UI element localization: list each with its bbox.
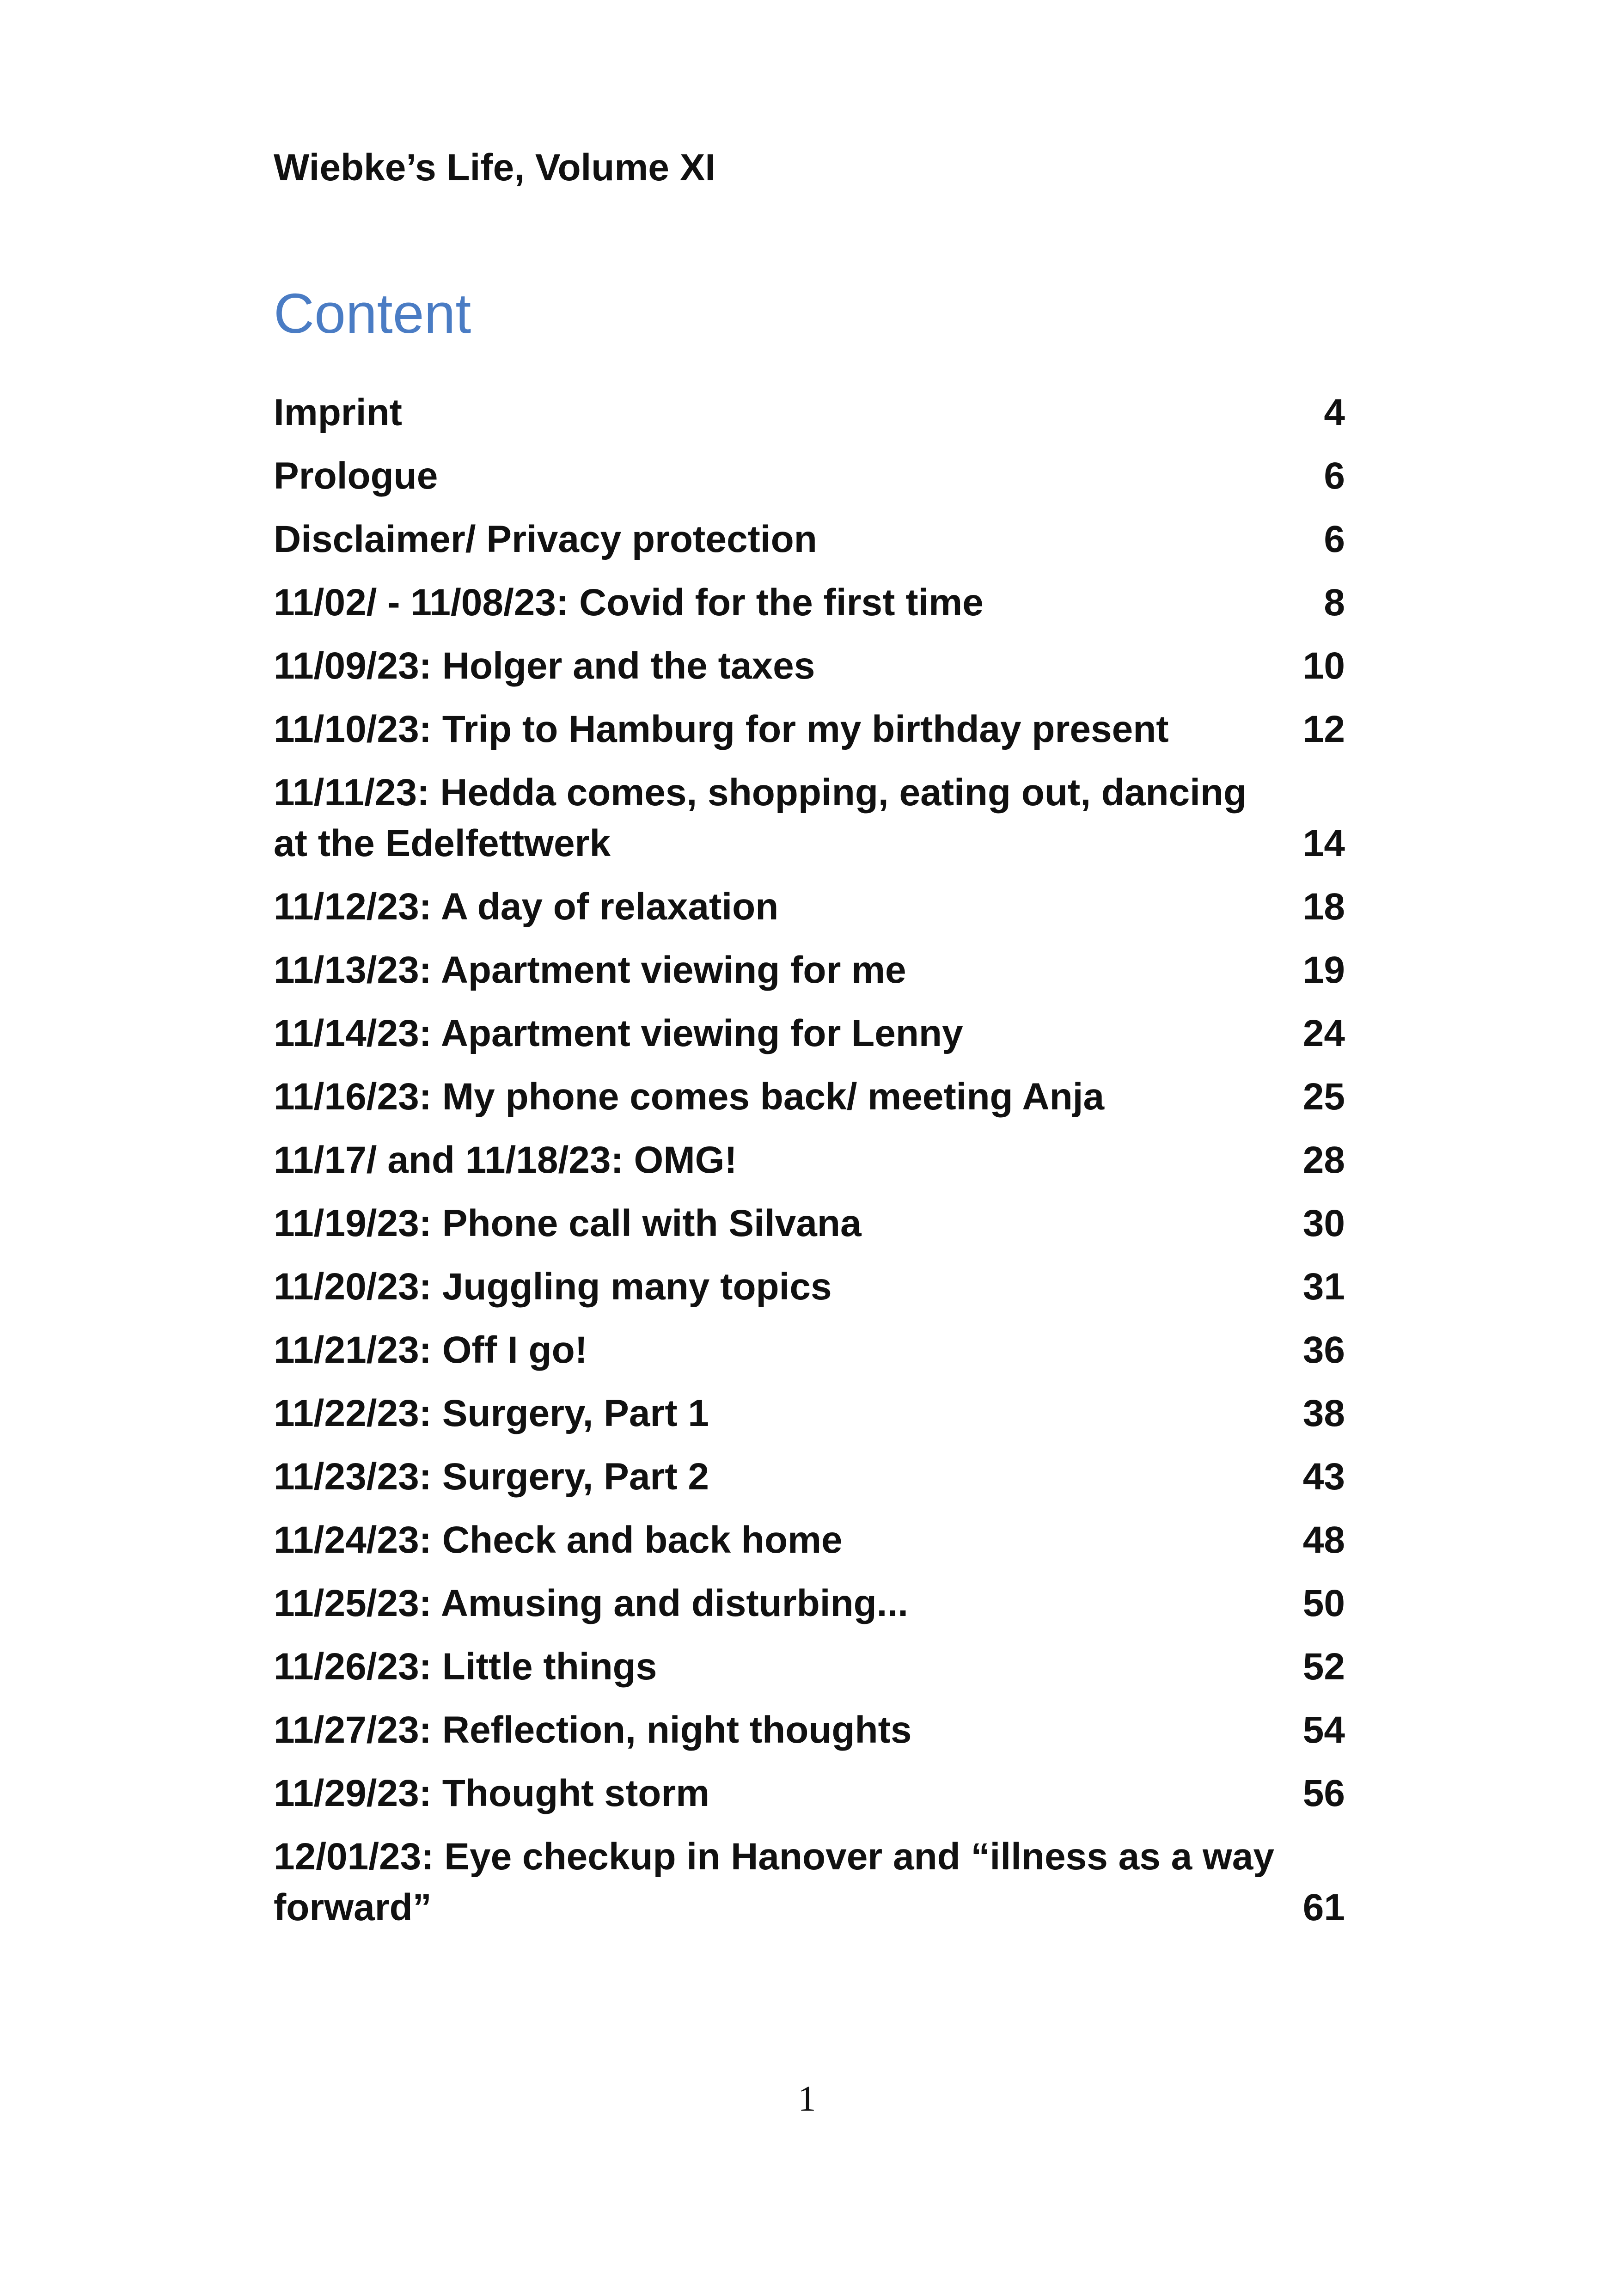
toc-entry-page-number: 31 [1302, 1266, 1345, 1308]
toc-entry[interactable] [274, 387, 1345, 451]
toc-entry-page-number: 18 [1302, 886, 1345, 928]
toc-entry-title: 11/20/23: Juggling many topics [274, 1266, 832, 1308]
toc-entry[interactable] [274, 882, 1345, 945]
table-of-contents [274, 387, 1345, 1946]
toc-entry[interactable] [274, 1768, 1345, 1831]
toc-entry[interactable] [274, 1831, 1345, 1946]
toc-entry-page-number: 48 [1302, 1519, 1345, 1561]
toc-entry-title: 11/21/23: Off I go! [274, 1329, 587, 1371]
toc-entry[interactable] [274, 1008, 1345, 1071]
toc-entry-title: 11/24/23: Check and back home [274, 1519, 843, 1561]
toc-entry[interactable] [274, 1451, 1345, 1515]
toc-heading: Content [274, 282, 471, 345]
toc-entry-title: 11/22/23: Surgery, Part 1 [274, 1392, 709, 1434]
toc-entry-title: 11/17/ and 11/18/23: OMG! [274, 1139, 737, 1181]
toc-entry[interactable] [274, 1641, 1345, 1705]
toc-entry-page-number: 10 [1302, 645, 1345, 687]
toc-entry-page-number: 6 [1324, 455, 1345, 497]
toc-entry[interactable] [274, 1198, 1345, 1261]
toc-entry-page-number: 28 [1302, 1139, 1345, 1181]
toc-entry[interactable] [274, 641, 1345, 704]
toc-entry-title: 11/10/23: Trip to Hamburg for my birthday present [274, 708, 1169, 750]
toc-entry[interactable] [274, 1705, 1345, 1768]
toc-entry-title: 11/29/23: Thought storm [274, 1772, 710, 1814]
toc-entry[interactable] [274, 1071, 1345, 1135]
toc-entry[interactable] [274, 1578, 1345, 1641]
toc-entry[interactable] [274, 1135, 1345, 1198]
toc-entry-page-number: 56 [1302, 1772, 1345, 1814]
toc-entry-title: 11/02/ - 11/08/23: Covid for the first time [274, 582, 984, 624]
toc-entry[interactable] [274, 704, 1345, 767]
book-title: Wiebke’s Life, Volume XI [274, 147, 716, 189]
toc-entry-title: 12/01/23: Eye checkup in Hanover and “illness as a way forward” [274, 1836, 1274, 1929]
toc-entry-title: 11/13/23: Apartment viewing for me [274, 949, 906, 991]
toc-entry[interactable] [274, 1261, 1345, 1325]
toc-entry-page-number: 8 [1324, 582, 1345, 624]
toc-entry-title: Prologue [274, 455, 438, 497]
toc-entry[interactable] [274, 1515, 1345, 1578]
toc-entry[interactable] [274, 945, 1345, 1008]
toc-entry-title: 11/11/23: Hedda comes, shopping, eating out, dancing at the Edelfettwerk [274, 771, 1247, 864]
toc-entry-page-number: 61 [1302, 1886, 1345, 1929]
page-number: 1 [798, 2078, 816, 2118]
toc-entry-page-number: 52 [1302, 1646, 1345, 1688]
toc-entry[interactable] [274, 514, 1345, 577]
toc-entry-page-number: 4 [1324, 392, 1345, 434]
toc-entry-title: 11/16/23: My phone comes back/ meeting Anja [274, 1076, 1105, 1118]
toc-entry-title: 11/12/23: A day of relaxation [274, 886, 779, 928]
toc-entry-title: 11/14/23: Apartment viewing for Lenny [274, 1012, 963, 1054]
toc-entry-page-number: 19 [1302, 949, 1345, 991]
toc-entry-title: Imprint [274, 392, 402, 434]
toc-entry-page-number: 54 [1302, 1709, 1345, 1751]
toc-entry-page-number: 50 [1302, 1582, 1345, 1624]
toc-entry-page-number: 30 [1302, 1202, 1345, 1244]
toc-entry-page-number: 24 [1302, 1012, 1345, 1054]
toc-entry-title: 11/09/23: Holger and the taxes [274, 645, 815, 687]
toc-entry-page-number: 36 [1302, 1329, 1345, 1371]
toc-entry-title: 11/26/23: Little things [274, 1646, 657, 1688]
toc-entry-page-number: 38 [1302, 1392, 1345, 1434]
toc-entry-title: 11/23/23: Surgery, Part 2 [274, 1456, 709, 1498]
toc-entry-page-number: 14 [1302, 822, 1345, 864]
toc-entry[interactable] [274, 767, 1345, 882]
toc-entry[interactable] [274, 577, 1345, 641]
toc-entry-page-number: 12 [1302, 708, 1345, 750]
toc-entry-page-number: 6 [1324, 518, 1345, 560]
toc-entry-title: Disclaimer/ Privacy protection [274, 518, 817, 560]
toc-entry-page-number: 43 [1302, 1456, 1345, 1498]
toc-entry[interactable] [274, 451, 1345, 514]
toc-entry-title: 11/27/23: Reflection, night thoughts [274, 1709, 912, 1751]
toc-entry[interactable] [274, 1325, 1345, 1388]
toc-entry-title: 11/19/23: Phone call with Silvana [274, 1202, 862, 1244]
toc-entry-page-number: 25 [1302, 1076, 1345, 1118]
toc-entry-title: 11/25/23: Amusing and disturbing... [274, 1582, 909, 1624]
toc-entry[interactable] [274, 1388, 1345, 1451]
